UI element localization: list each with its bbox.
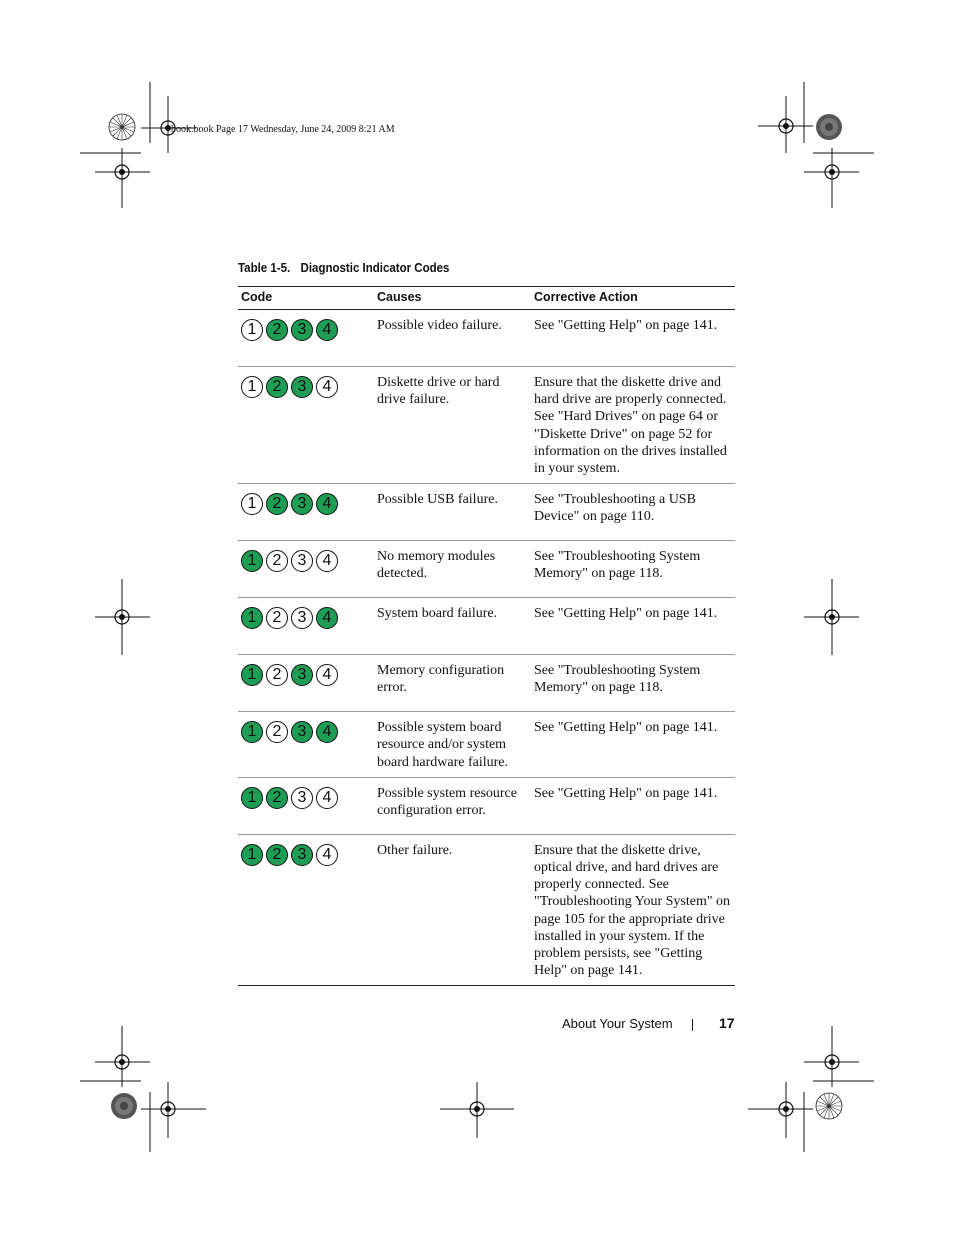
table-caption (238, 261, 449, 275)
indicator-lights (241, 548, 374, 572)
cause-cell: Possible system board resource and/or system board hardware failure. (374, 712, 531, 778)
table-number: Table 1-5. (238, 261, 291, 275)
corrective-action-cell: See "Getting Help" on page 141. (531, 777, 735, 834)
indicator-light-2-on: 2 (266, 493, 288, 515)
table-row (238, 655, 735, 712)
code-cell (238, 541, 374, 598)
page-number: 17 (719, 1015, 735, 1031)
indicator-light-3-on: 3 (291, 664, 313, 686)
indicator-light-2-on: 2 (266, 844, 288, 866)
indicator-lights (241, 491, 374, 515)
indicator-lights (241, 374, 374, 398)
corrective-action-cell: See "Getting Help" on page 141. (531, 712, 735, 778)
code-cell (238, 777, 374, 834)
indicator-light-3-on: 3 (291, 319, 313, 341)
indicator-light-3-on: 3 (291, 721, 313, 743)
indicator-lights (241, 317, 374, 341)
indicator-light-2-off: 2 (266, 721, 288, 743)
indicator-light-1-on: 1 (241, 664, 263, 686)
corrective-action-cell: See "Getting Help" on page 141. (531, 310, 735, 367)
indicator-lights (241, 605, 374, 629)
table-row (238, 777, 735, 834)
indicator-light-2-off: 2 (266, 607, 288, 629)
code-cell (238, 367, 374, 484)
indicator-light-1-off: 1 (241, 493, 263, 515)
indicator-light-2-off: 2 (266, 664, 288, 686)
cause-cell: Other failure. (374, 834, 531, 986)
cause-cell: System board failure. (374, 598, 531, 655)
print-slug: book.book Page 17 Wednesday, June 24, 2009 8:21 AM (171, 124, 395, 135)
indicator-light-3-off: 3 (291, 787, 313, 809)
indicator-light-3-on: 3 (291, 493, 313, 515)
header-corrective-action: Corrective Action (531, 287, 735, 310)
indicator-light-4-off: 4 (316, 664, 338, 686)
indicator-light-3-on: 3 (291, 844, 313, 866)
header-code: Code (238, 287, 374, 310)
corrective-action-cell: See "Getting Help" on page 141. (531, 598, 735, 655)
cause-cell: Memory configuration error. (374, 655, 531, 712)
code-cell (238, 655, 374, 712)
indicator-light-1-on: 1 (241, 787, 263, 809)
indicator-light-2-on: 2 (266, 319, 288, 341)
indicator-light-3-on: 3 (291, 376, 313, 398)
code-cell (238, 598, 374, 655)
footer-section-title: About Your System (562, 1016, 673, 1031)
indicator-light-2-on: 2 (266, 787, 288, 809)
cause-cell: No memory modules detected. (374, 541, 531, 598)
indicator-light-4-off: 4 (316, 550, 338, 572)
code-cell (238, 712, 374, 778)
code-cell (238, 834, 374, 986)
corrective-action-cell: Ensure that the diskette drive and hard drive are properly connected. See "Hard Drives" on page 64 or "Diskette Drive" on page 52 for information on the drives installed in your system. (531, 367, 735, 484)
cause-cell: Diskette drive or hard drive failure. (374, 367, 531, 484)
indicator-light-4-on: 4 (316, 607, 338, 629)
indicator-light-1-off: 1 (241, 376, 263, 398)
cause-cell: Possible USB failure. (374, 484, 531, 541)
indicator-light-4-off: 4 (316, 787, 338, 809)
table-row (238, 834, 735, 986)
cause-cell: Possible system resource configuration error. (374, 777, 531, 834)
indicator-light-4-off: 4 (316, 376, 338, 398)
indicator-light-2-on: 2 (266, 376, 288, 398)
indicator-light-4-on: 4 (316, 493, 338, 515)
indicator-light-1-on: 1 (241, 721, 263, 743)
corrective-action-cell: See "Troubleshooting System Memory" on page 118. (531, 541, 735, 598)
diagnostic-indicator-table (238, 286, 735, 986)
footer-divider (692, 1019, 693, 1031)
table-row (238, 310, 735, 367)
table-body (238, 310, 735, 986)
indicator-lights (241, 719, 374, 743)
cause-cell: Possible video failure. (374, 310, 531, 367)
code-cell (238, 310, 374, 367)
corrective-action-cell: See "Troubleshooting a USB Device" on page 110. (531, 484, 735, 541)
table-row (238, 484, 735, 541)
table-title: Diagnostic Indicator Codes (300, 261, 450, 275)
table-header-row (238, 287, 735, 310)
indicator-light-4-off: 4 (316, 844, 338, 866)
indicator-lights (241, 785, 374, 809)
header-causes: Causes (374, 287, 531, 310)
indicator-light-3-off: 3 (291, 607, 313, 629)
indicator-light-1-on: 1 (241, 607, 263, 629)
table-row (238, 541, 735, 598)
indicator-light-2-off: 2 (266, 550, 288, 572)
table-row (238, 367, 735, 484)
indicator-light-1-on: 1 (241, 844, 263, 866)
corrective-action-cell: See "Troubleshooting System Memory" on page 118. (531, 655, 735, 712)
indicator-lights (241, 662, 374, 686)
indicator-light-3-off: 3 (291, 550, 313, 572)
indicator-light-1-off: 1 (241, 319, 263, 341)
table-row (238, 598, 735, 655)
indicator-light-4-on: 4 (316, 721, 338, 743)
code-cell (238, 484, 374, 541)
indicator-light-4-on: 4 (316, 319, 338, 341)
corrective-action-cell: Ensure that the diskette drive, optical drive, and hard drives are properly connected. See "Troubleshooting Your System" on page 105 for the appropriate drive installed in your system. If the problem persists, see "Getting Help" on page 141. (531, 834, 735, 986)
indicator-light-1-on: 1 (241, 550, 263, 572)
indicator-lights (241, 842, 374, 866)
table-row (238, 712, 735, 778)
